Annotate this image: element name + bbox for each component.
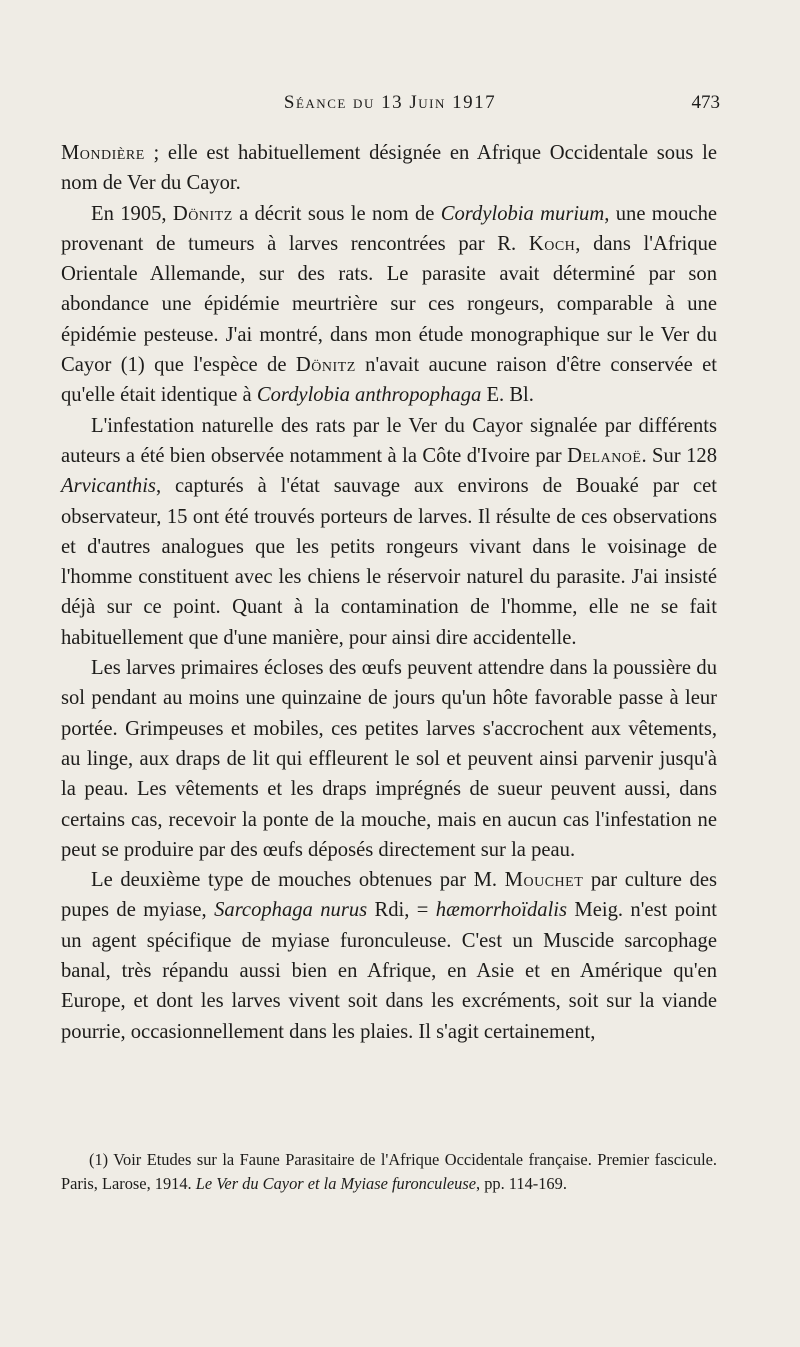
species-name: hæmorrhoïdalis bbox=[435, 899, 568, 922]
author-name: Dönitz bbox=[172, 202, 233, 225]
species-name: Cordylobia murium bbox=[440, 202, 605, 225]
author-name: Koch bbox=[528, 232, 576, 255]
paragraph-1 bbox=[61, 138, 717, 199]
paragraph-2 bbox=[61, 199, 717, 411]
text-run: En 1905, bbox=[91, 202, 173, 225]
paragraph-5 bbox=[61, 865, 717, 1047]
text-run: , pp. 114-169. bbox=[476, 1174, 567, 1193]
footnote-1 bbox=[61, 1148, 717, 1196]
text-run: Meig. n'est point un agent spécifique de myiase furonculeuse. C'est un Muscide sarcophage banal, très répandu aussi bien en Afrique, en Asie et en Amérique qu'en Europe, et dont les larves vivent soit dans les excréments, soit sur la viande pourrie, occasionnellement dans les plaies. Il s'agit certainement, bbox=[61, 899, 717, 1043]
text-run: (1) Voir Etudes sur la Faune Parasitaire de l'Afrique Occidentale française. Premier fascicule. Paris, Larose, 1914. bbox=[61, 1150, 717, 1193]
cited-title: Le Ver du Cayor et la Myiase furonculeuse bbox=[195, 1174, 477, 1193]
text-run: Le deuxième type de mouches obtenues par M. bbox=[91, 869, 505, 892]
author-name: Mondière bbox=[61, 142, 145, 164]
running-title: Séance du 13 Juin 1917 bbox=[283, 92, 497, 113]
text-run: E. Bl. bbox=[481, 384, 534, 407]
text-run: n'avait aucune raison d'être conservée et qu'elle était identique à bbox=[61, 354, 717, 407]
text-run: . Sur 128 bbox=[641, 444, 717, 467]
text-run: , une mouche provenant de tumeurs à larves rencontrées par R. bbox=[61, 202, 717, 255]
author-name: Mouchet bbox=[504, 869, 584, 892]
text-run: Les larves primaires écloses des œufs peuvent attendre dans la poussière du sol pendant au moins une quinzaine de jours qu'un hôte favorable passe à leur portée. Grimpeuses et mobiles, ces petites larves s'accrochent aux vêtements, au linge, aux draps de lit qui effleurent le sol et peuvent ainsi parvenir jusqu'à la peau. Les vêtements et les draps imprégnés de sueur peuvent aussi, dans certains cas, recevoir la ponte de la mouche, mais en aucun cas l'infestation ne peut se produire par des œufs déposés directement sur la peau. bbox=[61, 657, 717, 861]
text-run: a décrit sous le nom de bbox=[232, 202, 441, 225]
species-name: Cordylobia anthropophaga bbox=[256, 384, 482, 407]
paragraph-3 bbox=[61, 411, 717, 653]
running-head bbox=[60, 92, 720, 122]
page-number: 473 bbox=[691, 92, 720, 113]
text-run: L'infestation naturelle des rats par le Ver du Cayor signalée par différents auteurs a été bien observée notamment à la Côte d'Ivoire par bbox=[61, 414, 717, 467]
species-name: Arvicanthis bbox=[61, 475, 156, 498]
text-run: ; elle est habituellement désignée en Afrique Occidentale sous le nom de Ver du Cayor. bbox=[61, 142, 717, 195]
author-name: Delanoë bbox=[567, 444, 642, 467]
paragraph-4 bbox=[61, 653, 717, 865]
text-run: par culture des pupes de myiase, bbox=[61, 869, 717, 922]
author-name: Dönitz bbox=[295, 354, 356, 377]
body-text bbox=[61, 138, 717, 1047]
text-run: Rdi, = bbox=[367, 899, 436, 922]
species-name: Sarcophaga nurus bbox=[214, 899, 368, 922]
text-run: , capturés à l'état sauvage aux environs de Bouaké par cet observateur, 15 ont été trouvés porteurs de larves. Il résulte de ces observations et d'autres analogues que les petits rongeurs vivant dans le voisinage de l'homme constituent avec les chiens le réservoir naturel du parasite. J'ai insisté déjà sur ce point. Quant à la contamination de l'homme, elle ne se fait habituellement que d'une manière, pour ainsi dire accidentelle. bbox=[61, 475, 717, 649]
footnotes bbox=[61, 1148, 717, 1196]
text-run: , dans l'Afrique Orientale Allemande, sur des rats. Le parasite avait déterminé par son abondance une épidémie meurtrière sur ces rongeurs, comparable à une épidémie pesteuse. J'ai montré, dans mon étude monographique sur le Ver du Cayor (1) que l'espèce de bbox=[61, 232, 718, 377]
